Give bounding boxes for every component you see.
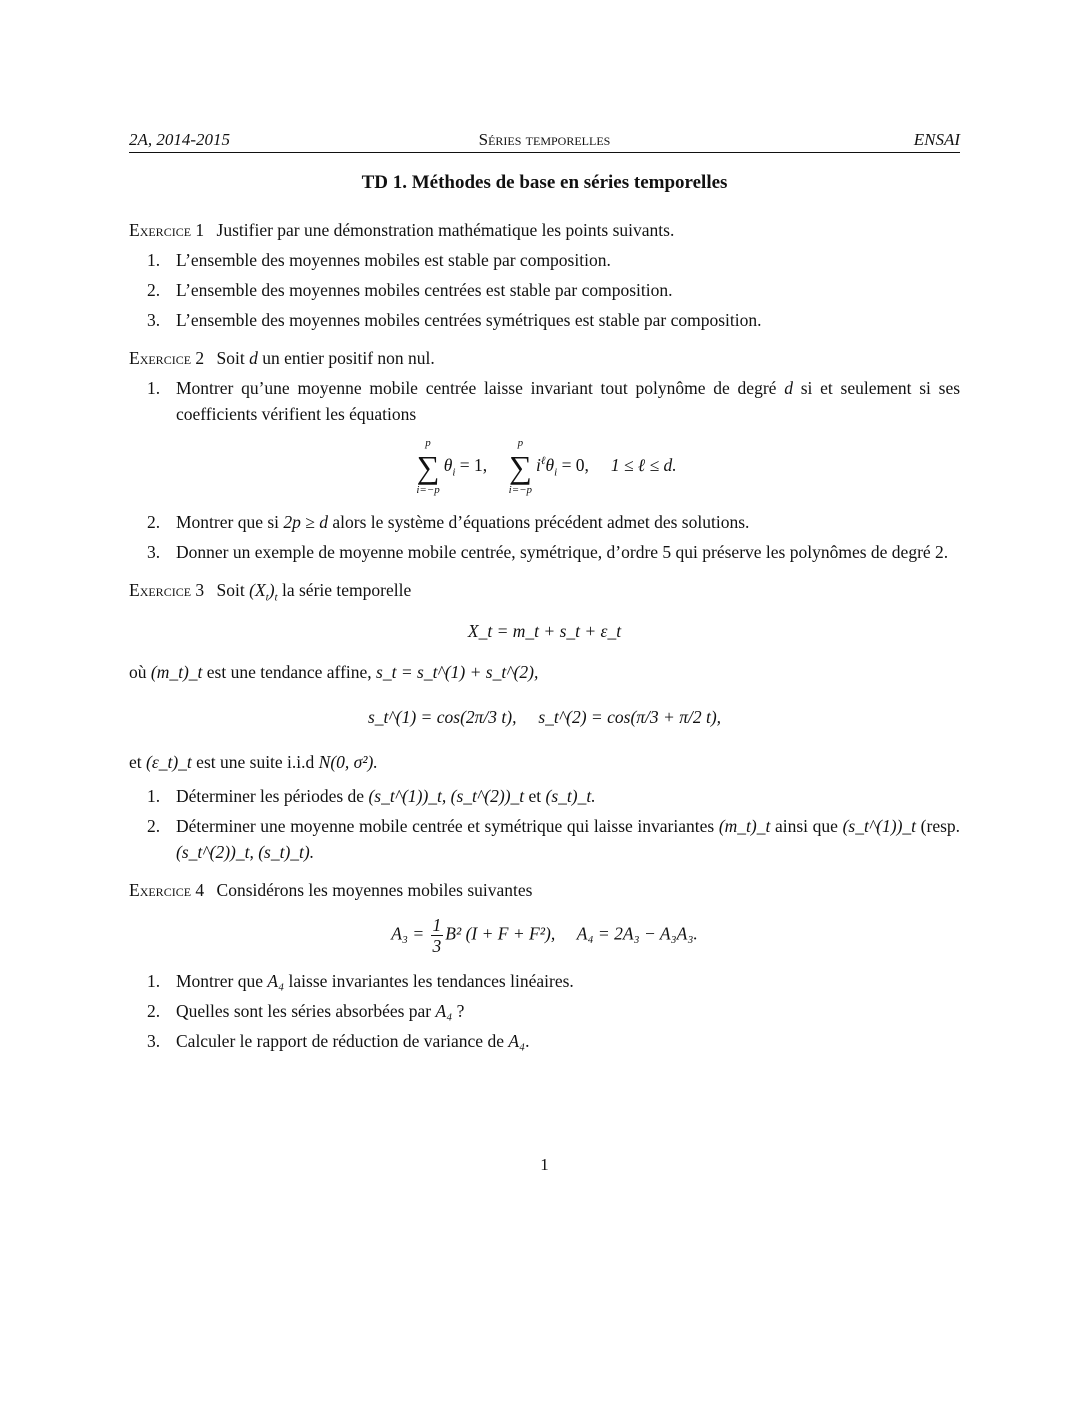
item-number: 1. xyxy=(147,250,161,270)
running-header xyxy=(129,128,960,153)
condition: 1 ≤ ℓ ≤ d. xyxy=(610,455,677,476)
exercise-1-intro xyxy=(129,217,960,243)
exercise-3-intro xyxy=(129,577,960,603)
text: . xyxy=(525,1031,530,1051)
page-number: 1 xyxy=(540,1155,549,1174)
item-number: 2. xyxy=(147,280,161,300)
model-equation: X_t = m_t + s_t + ε_t xyxy=(467,621,622,641)
math-inline: s_t = s_t^(1) + s_t^(2), xyxy=(376,662,539,682)
exercise-3-decomposition xyxy=(129,659,960,685)
text: Montrer qu’une moyenne mobile centrée laisse invariant tout polynôme de degré xyxy=(176,378,777,398)
item-number: 1. xyxy=(147,786,161,806)
theta: θ xyxy=(443,455,453,476)
math-inline: (s_t^(2))_t, (s_t)_t). xyxy=(176,842,315,862)
math-inline: (m_t)_t xyxy=(718,816,771,836)
theta: θ xyxy=(545,455,555,476)
item-number: 3. xyxy=(147,1031,161,1051)
item-text: Donner un exemple de moyenne mobile centrée, symétrique, d’ordre 5 qui préserve les polynômes de degré 2. xyxy=(176,542,949,562)
equation-seasonal xyxy=(129,703,960,731)
numerator: 1 xyxy=(432,915,442,935)
exercise-text: Soit xyxy=(216,348,245,368)
item-number: 2. xyxy=(147,512,161,532)
exercise-text: la série temporelle xyxy=(281,580,412,600)
exercise-label: Exercice 1 xyxy=(129,220,205,240)
math-inline: A₄ xyxy=(508,1031,526,1051)
sum-upper: p xyxy=(517,437,524,449)
list-item xyxy=(147,968,960,994)
subscript: t xyxy=(265,591,269,604)
math-var: d xyxy=(249,348,258,368)
list-item xyxy=(147,307,960,333)
math-inline: (s_t)_t. xyxy=(545,786,596,806)
header-subject: Séries temporelles xyxy=(478,130,611,149)
text: ainsi que xyxy=(774,816,838,836)
list-item xyxy=(147,509,960,535)
equals-one: = 1, xyxy=(459,455,488,476)
math-inline: (s_t^(1))_t, (s_t^(2))_t xyxy=(368,786,525,806)
list-item xyxy=(147,539,960,565)
text: Calculer le rapport de réduction de variance de xyxy=(176,1031,504,1051)
superscript: ℓ xyxy=(540,455,546,468)
item-number: 2. xyxy=(147,816,161,836)
text: où xyxy=(129,662,147,682)
fraction xyxy=(431,915,444,956)
text: est une suite i.i.d xyxy=(196,752,315,772)
math-inline: 2p ≥ d xyxy=(283,512,329,532)
subscript: i xyxy=(554,466,558,479)
item-number: 1. xyxy=(147,971,161,991)
equation-moving-averages xyxy=(129,915,960,956)
list-item xyxy=(147,783,960,809)
text: Déterminer les périodes de xyxy=(176,786,365,806)
item-number: 2. xyxy=(147,1001,161,1021)
math-inline: A₄ xyxy=(267,971,285,991)
exercise-4-list xyxy=(147,968,960,1054)
exercise-text: Justifier par une démonstration mathématique les points suivants. xyxy=(216,220,675,240)
math-inline: A₄ xyxy=(435,1001,453,1021)
sum-symbol: p ∑ i=−p xyxy=(416,437,440,496)
math: ) xyxy=(268,580,275,600)
equation-coefficients xyxy=(129,437,960,497)
math-inline: (m_t)_t xyxy=(150,662,203,682)
sum-lower: i=−p xyxy=(416,484,440,496)
exercise-label: Exercice 3 xyxy=(129,580,205,600)
list-item xyxy=(147,375,960,427)
text: ? xyxy=(456,1001,465,1021)
math: (X xyxy=(249,580,266,600)
list-item xyxy=(147,998,960,1024)
item-number: 3. xyxy=(147,310,161,330)
math-inline: (s_t^(1))_t xyxy=(842,816,917,836)
exercise-text: un entier positif non nul. xyxy=(262,348,435,368)
text: (resp. xyxy=(920,816,961,836)
sum-symbol: p ∑ i=−p xyxy=(508,437,533,496)
header-course: 2A, 2014-2015 xyxy=(129,130,231,149)
exercise-3-noise xyxy=(129,749,960,775)
exercise-1-list xyxy=(147,247,960,333)
exercise-2-list-b xyxy=(147,509,960,565)
index-i: i xyxy=(536,455,541,476)
seasonal-1: s_t^(1) = cos(2π/3 t), xyxy=(367,707,517,727)
exercise-4-intro xyxy=(129,877,960,903)
exercise-2-list-a xyxy=(147,375,960,427)
text: alors le système d’équations précédent admet des solutions. xyxy=(332,512,750,532)
exercise-text: Soit xyxy=(216,580,245,600)
subscript: t xyxy=(274,591,278,604)
exercise-3-list xyxy=(147,783,960,865)
item-text: L’ensemble des moyennes mobiles centrées est stable par composition. xyxy=(176,280,673,300)
text: Déterminer une moyenne mobile centrée et symétrique qui laisse invariantes xyxy=(176,816,715,836)
math-var: d xyxy=(784,378,793,398)
item-text: L’ensemble des moyennes mobiles centrées symétriques est stable par composition. xyxy=(176,310,762,330)
list-item xyxy=(147,813,960,865)
math-inline: N(0, σ²). xyxy=(318,752,378,772)
exercise-text: Considérons les moyennes mobiles suivantes xyxy=(216,880,533,900)
a4-definition: A₄ = 2A₃ − A₃A₃. xyxy=(576,923,698,944)
text: et xyxy=(129,752,142,772)
item-text: L’ensemble des moyennes mobiles est stable par composition. xyxy=(176,250,611,270)
exercise-2-intro xyxy=(129,345,960,371)
list-item xyxy=(147,1028,960,1054)
equals-zero: = 0, xyxy=(561,455,589,476)
sum-lower: i=−p xyxy=(508,484,533,496)
document-title: TD 1. Méthodes de base en séries temporelles xyxy=(361,172,728,193)
text: laisse invariantes les tendances linéaires. xyxy=(288,971,574,991)
text: Montrer que si xyxy=(176,512,280,532)
text: et xyxy=(528,786,542,806)
item-number: 3. xyxy=(147,542,161,562)
text: Quelles sont les séries absorbées par xyxy=(176,1001,432,1021)
list-item xyxy=(147,277,960,303)
list-item xyxy=(147,247,960,273)
math-inline xyxy=(249,580,278,604)
text: Montrer que xyxy=(176,971,263,991)
header-school: ENSAI xyxy=(913,130,960,149)
math-inline: (ε_t)_t xyxy=(146,752,192,772)
exercise-label: Exercice 4 xyxy=(129,880,205,900)
item-number: 1. xyxy=(147,378,161,398)
denominator: 3 xyxy=(432,936,442,956)
text: est une tendance affine, xyxy=(206,662,372,682)
text: si et seulement si ses coefficients vérifient les équations xyxy=(176,378,961,424)
equation-model xyxy=(129,617,960,645)
sum-upper: p xyxy=(425,437,431,449)
exercise-label: Exercice 2 xyxy=(129,348,205,368)
a3-lhs: A₃ = xyxy=(391,923,425,944)
seasonal-2: s_t^(2) = cos(π/3 + π/2 t), xyxy=(538,707,722,727)
a3-rhs: B² (I + F + F²), xyxy=(445,923,556,944)
subscript: i xyxy=(452,466,456,479)
